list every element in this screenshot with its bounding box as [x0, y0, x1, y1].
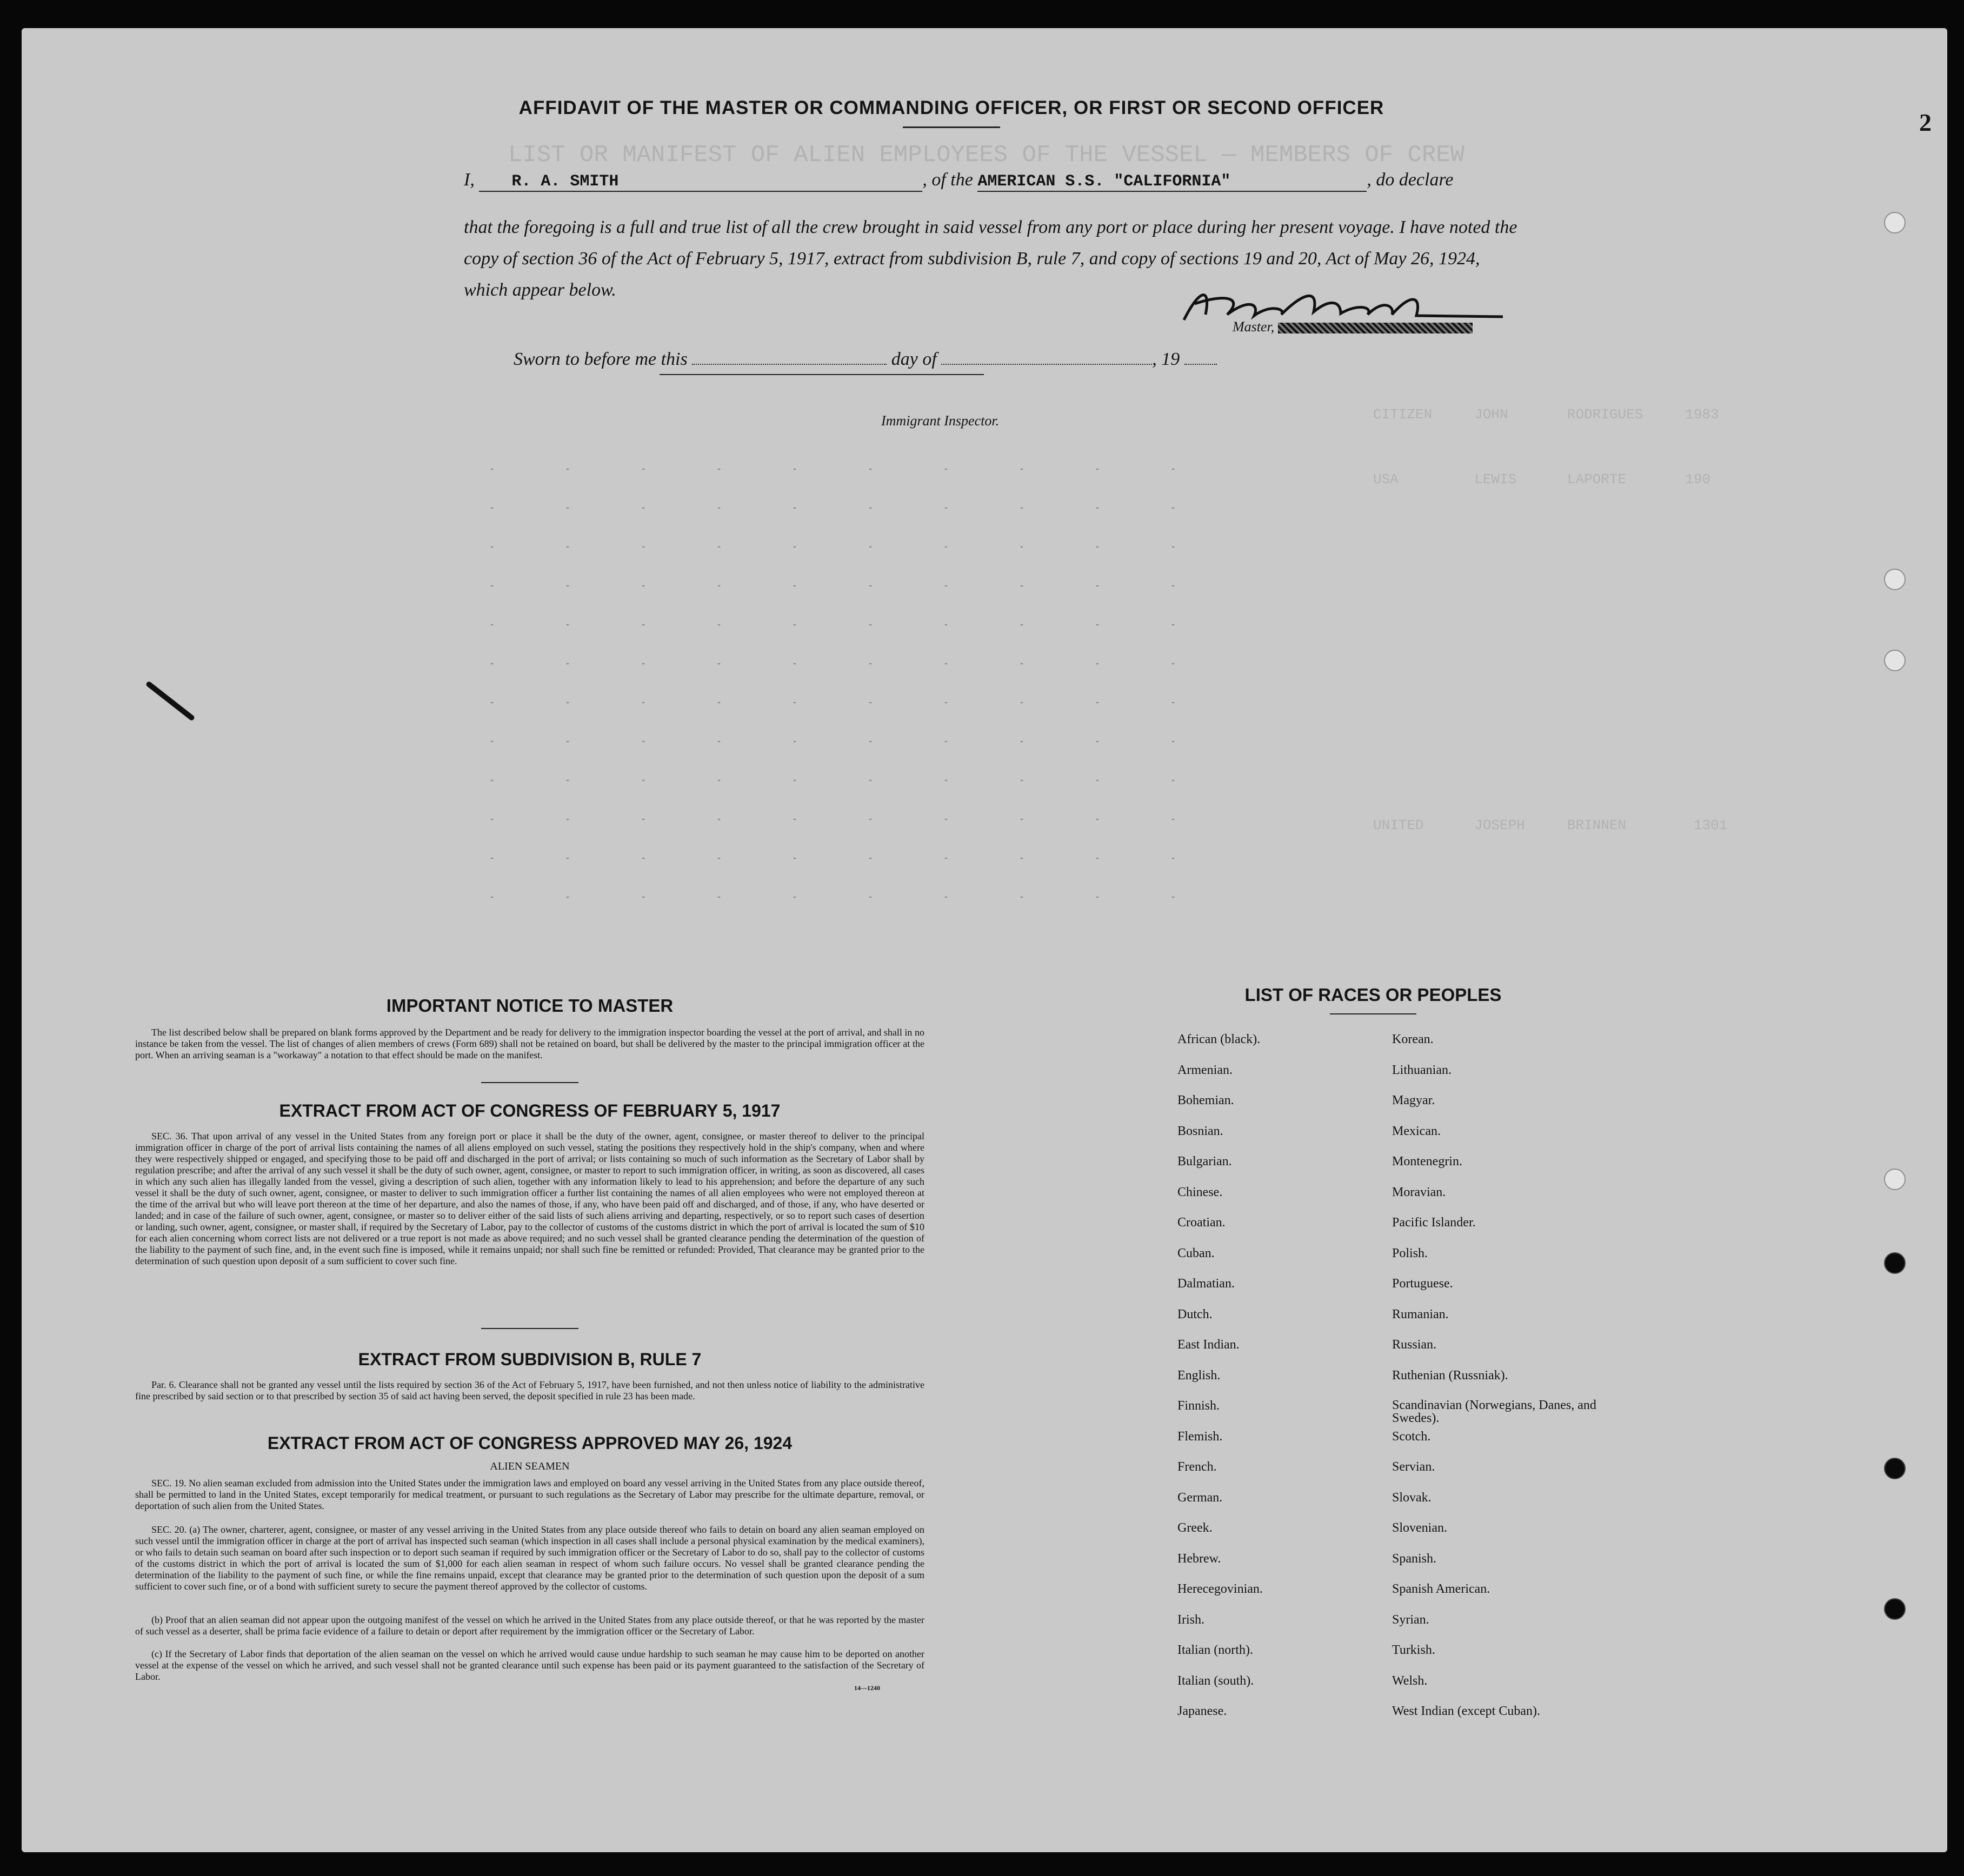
inspector-signature-line: [660, 374, 984, 375]
sworn-label: Sworn to before me this: [514, 349, 688, 369]
divider: [1330, 1013, 1416, 1014]
race-item: Chinese.: [1177, 1185, 1223, 1199]
bleed-through-text: UNITED JOSEPH BRINNEN 1301: [1373, 817, 1728, 833]
i-label: I,: [464, 170, 475, 190]
race-item: Irish.: [1177, 1612, 1204, 1627]
pencil-mark: [145, 680, 196, 722]
race-item: Magyar.: [1392, 1093, 1435, 1107]
race-item: West Indian (except Cuban).: [1392, 1704, 1540, 1718]
binder-hole: [1884, 1252, 1906, 1274]
binder-hole: [1884, 569, 1906, 590]
race-item: Montenegrin.: [1392, 1154, 1462, 1169]
race-item: Italian (north).: [1177, 1643, 1253, 1657]
race-item: Servian.: [1392, 1460, 1435, 1474]
extract-rule7-text: Par. 6. Clearance shall not be granted any vessel until the lists required by section 36 of the Act of February 5, 1917, have been furnished, and not then unless notice of liability to the administrative fine prescribed by said section or to that prescribed by section 35 of said act having been served, the deposit specified in rule 23 has been made.: [135, 1379, 924, 1401]
alien-seamen-subtitle: ALIEN SEAMEN: [490, 1460, 570, 1472]
struck-out-text: [1278, 323, 1473, 333]
race-item: French.: [1177, 1460, 1217, 1474]
of-the-label: , of the: [922, 170, 973, 190]
race-item: Herecegovinian.: [1177, 1582, 1263, 1596]
extract-1924-sec20b: (b) Proof that an alien seaman did not appear upon the outgoing manifest of the vessel on which he arrived in the United States from any place outside thereof, or that he was reported by the master of such vessel as a deserter, shall be prima facie evidence of a failure to detain or deport after requirement by the immigration officer or the Secretary of Labor.: [135, 1614, 924, 1637]
race-item: East Indian.: [1177, 1338, 1240, 1352]
master-name-field: [479, 170, 922, 192]
extract-rule7-title: EXTRACT FROM SUBDIVISION B, RULE 7: [358, 1350, 702, 1369]
race-item: Bulgarian.: [1177, 1154, 1232, 1169]
form-number: 14—1240: [854, 1684, 880, 1692]
race-item: Greek.: [1177, 1521, 1213, 1535]
race-item: Italian (south).: [1177, 1673, 1254, 1688]
race-item: Finnish.: [1177, 1399, 1220, 1413]
bleed-through-text: CITIZEN JOHN RODRIGUES 1983: [1373, 406, 1719, 423]
race-item: Rumanian.: [1392, 1307, 1449, 1321]
race-item: Russian.: [1392, 1338, 1437, 1352]
document-page: [22, 28, 1947, 1852]
sworn-year-field: [1184, 364, 1217, 365]
race-item: Ruthenian (Russniak).: [1392, 1368, 1508, 1383]
year-label: , 19: [1152, 349, 1180, 369]
race-item: Dalmatian.: [1177, 1277, 1235, 1291]
race-item: Bosnian.: [1177, 1124, 1223, 1138]
binder-hole: [1884, 650, 1906, 671]
extract-1924-sec20a: SEC. 20. (a) The owner, charterer, agent, consignee, or master of any vessel arriving in the United States from any place outside thereof who fails to detain on board any alien seaman employed on such vessel until the immigration officer in charge at the port of arrival has inspected such seaman (which inspection in all cases shall include a personal physical examination by the medical examiners), or who fails to detain such seaman on board after such inspection or to deport such seaman if required by such immigration officer or the Secretary of Labor to do so, shall pay to the collector of customs of the customs district in which the port of arrival is located the sum of $1,000 for each alien seaman in respect of whom such failure occurs. No vessel shall be granted clearance pending the determination of the liability to the payment of such fine, or while the fine remains unpaid, except that clearance may be granted prior to the determination of such question upon the deposit of a sum sufficient to cover such fine, or of a bond with sufficient surety to secure the payment thereof approved by the collector of customs.: [135, 1524, 924, 1592]
divider: [481, 1328, 578, 1329]
race-item: Spanish.: [1392, 1551, 1437, 1566]
race-item: Scotch.: [1392, 1429, 1431, 1444]
race-item: Cuban.: [1177, 1246, 1215, 1260]
master-signature-label: [1233, 319, 1473, 335]
extract-1917-text: SEC. 36. That upon arrival of any vessel in the United States from any foreign port or place it shall be the duty of the owner, agent, consignee, or master thereof to deliver to the principal immigration officer in charge of the port of arrival lists containing the names of all aliens employed on such vessel, stating the positions they respectively hold in the ship's company, when and where they were respectively shipped or engaged, and specifying those to be paid off and discharged in the port of arrival; or lists containing so much of such information as the Secretary of Labor shall by regulation prescribe; and after the arrival of any such vessel it shall be the duty of such owner, agent, consignee, or master to report to such immigration officer, in writing, as soon as discovered, all cases in which any such alien has illegally landed from the vessel, giving a description of such alien, together with any information likely to lead to his apprehension; and before the departure of any such vessel it shall be the duty of such owner, agent, consignee, or master to deliver to such immigration officer a further list containing the names of all alien employees who were not employed thereon at the time of the arrival but who will leave port thereon at the time of her departure, and also the names of those, if any, who have been paid off and discharged, and of those, if any, who have deserted or landed; and in case of the failure of such owner, agent, consignee, or master so to deliver either of the said lists of such aliens arriving and departing, respectively, or so to report such cases of desertion or landing, such owner, agent, consignee, or master shall, if required by the Secretary of Labor, pay to the collector of customs of the customs district in which the port of arrival is located the sum of $10 for each alien concerning whom correct lists are not delivered or a true report is not made as above required; and no such vessel shall be granted clearance pending the determination of the question of the liability to the payment of such fine, and, in the event such fine is imposed, while it remains unpaid; nor shall such fine be remitted or refunded: Provided, That clearance may be granted prior to the determination of such question upon deposit of a sum sufficient to cover such fine.: [135, 1131, 924, 1266]
race-item: Polish.: [1392, 1246, 1428, 1260]
bleed-through-text: USA LEWIS LAPORTE 190: [1373, 471, 1711, 488]
race-item: Croatian.: [1177, 1216, 1226, 1230]
race-item: Moravian.: [1392, 1185, 1446, 1199]
binder-hole: [1884, 212, 1906, 233]
declare-label: , do declare: [1367, 170, 1454, 190]
race-item: Mexican.: [1392, 1124, 1441, 1138]
bleed-through-dots: [454, 450, 1211, 925]
immigrant-inspector-label: Immigrant Inspector.: [881, 413, 1000, 429]
declaration-line: [464, 170, 1454, 192]
sworn-line: [514, 349, 1217, 370]
affidavit-body: that the foregoing is a full and true list of all the crew brought in said vessel from any port or place during her present voyage. I have noted the copy of section 36 of the Act of February 5, 1917, extract from subdivision B, rule 7, and copy of sections 19 and 20, Act of May 26, 1924, which appear below.: [464, 217, 1517, 300]
race-item: African (black).: [1177, 1032, 1261, 1046]
race-item: Dutch.: [1177, 1307, 1213, 1321]
races-left-column: [1177, 1032, 1367, 1751]
race-item: Slovenian.: [1392, 1521, 1447, 1535]
race-item: Bohemian.: [1177, 1093, 1234, 1107]
notice-text: The list described below shall be prepared on blank forms approved by the Department and be ready for delivery to the immigration inspector boarding the vessel at the port of arrival, and shall in no instance be taken from the vessel. The list of changes of alien members of crews (Form 689) shall not be retained on board, but shall be delivered by the master to the principal immigration officer at the port. When an arriving seaman is a "workaway" a notation to that effect should be made on the manifest.: [135, 1027, 924, 1060]
sworn-date-field: [692, 364, 887, 365]
race-item: English.: [1177, 1368, 1221, 1383]
extract-1917-title: EXTRACT FROM ACT OF CONGRESS OF FEBRUARY 5, 1917: [279, 1101, 781, 1120]
race-item: Scandinavian (Norwegians, Danes, and Swedes).: [1392, 1398, 1596, 1425]
race-item: Flemish.: [1177, 1429, 1223, 1444]
master-label: Master,: [1233, 319, 1275, 335]
races-title: LIST OF RACES OR PEOPLES: [1244, 985, 1502, 1005]
race-item: Armenian.: [1177, 1063, 1233, 1077]
race-item: Portuguese.: [1392, 1277, 1453, 1291]
race-item: Hebrew.: [1177, 1551, 1221, 1566]
binder-hole: [1884, 1458, 1906, 1479]
day-of-label: day of: [891, 349, 937, 369]
sworn-month-field: [941, 364, 1152, 365]
divider: [903, 126, 1000, 128]
race-item: German.: [1177, 1490, 1223, 1505]
bleed-through-text: LIST OR MANIFEST OF ALIEN EMPLOYEES OF THE VESSEL — MEMBERS OF CREW: [508, 142, 1465, 169]
vessel-name-field: [977, 170, 1367, 192]
race-item: Syrian.: [1392, 1612, 1429, 1627]
race-item: Slovak.: [1392, 1490, 1432, 1505]
master-name: R. A. SMITH: [511, 172, 619, 191]
binder-hole: [1884, 1598, 1906, 1620]
races-right-column: [1392, 1032, 1673, 1751]
race-item: Spanish American.: [1392, 1582, 1490, 1596]
race-item: Pacific Islander.: [1392, 1216, 1476, 1230]
race-item: Korean.: [1392, 1032, 1434, 1046]
extract-1924-sec20c: (c) If the Secretary of Labor finds that deportation of the alien seaman on the vessel on which he arrived would cause undue hardship to such seaman he may cause him to be deported on another vessel at the expense of the vessel on which he arrived, and such vessel shall not be granted clearance until such expense has been paid or its payment guaranteed to the satisfaction of the Secretary of Labor.: [135, 1648, 924, 1682]
notice-title: IMPORTANT NOTICE TO MASTER: [386, 996, 674, 1016]
race-item: Turkish.: [1392, 1643, 1435, 1657]
race-item: Japanese.: [1177, 1704, 1227, 1718]
race-item: Welsh.: [1392, 1673, 1428, 1688]
affidavit-title: AFFIDAVIT OF THE MASTER OR COMMANDING OFFICER, OR FIRST OR SECOND OFFICER: [518, 97, 1384, 118]
extract-1924-title: EXTRACT FROM ACT OF CONGRESS APPROVED MAY 26, 1924: [267, 1433, 793, 1453]
race-item: Lithuanian.: [1392, 1063, 1452, 1077]
vessel-name: AMERICAN S.S. "CALIFORNIA": [977, 172, 1231, 191]
binder-hole: [1884, 1169, 1906, 1190]
margin-mark: 2: [1919, 109, 1932, 136]
divider: [481, 1082, 578, 1083]
extract-1924-sec19: SEC. 19. No alien seaman excluded from admission into the United States under the immigration laws and employed on board any vessel arriving in the United States from any place outside thereof, shall be permitted to land in the United States, except temporarily for medical treatment, or pursuant to such regulations as the Secretary of Labor may prescribe for the ultimate departure, removal, or deportation of such alien from the United States.: [135, 1478, 924, 1511]
